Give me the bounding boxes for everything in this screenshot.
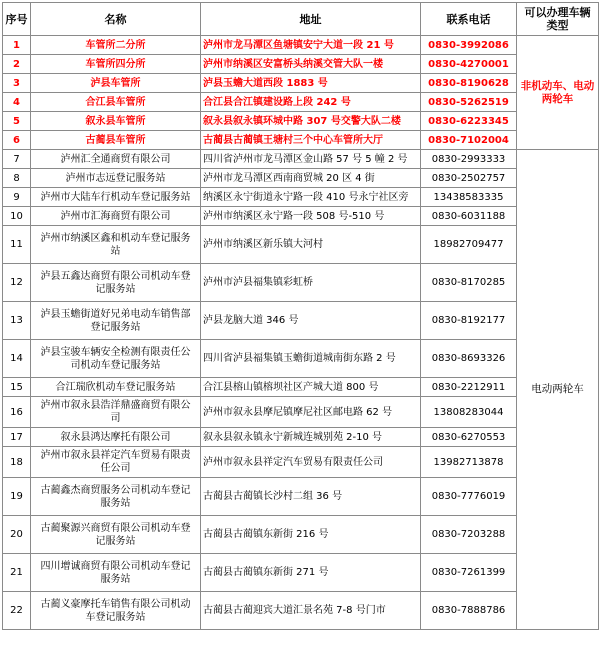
header-no: 序号 [3, 3, 31, 36]
table-row [3, 264, 599, 302]
row-phone: 0830-8170285 [421, 264, 517, 302]
row-address: 合江县榕山镇榕坝社区产城大道 800 号 [201, 378, 421, 397]
row-name-line2: 司 [110, 413, 121, 424]
row-name [31, 592, 201, 630]
row-name [31, 478, 201, 516]
row-phone: 0830-8192177 [421, 302, 517, 340]
row-address: 泸州市纳溪区永宁路一段 508 号-510 号 [201, 207, 421, 226]
table-row [3, 397, 599, 428]
row-name-line2: 站 [110, 245, 121, 257]
row-name-line1: 古蔺聚源兴商贸有限公司机动车登 [40, 522, 191, 534]
row-phone: 0830-2212911 [421, 378, 517, 397]
table-row [3, 428, 599, 447]
row-no: 10 [3, 207, 31, 226]
row-name-line1: 古蔺鑫杰商贸服务公司机动车登记 [40, 484, 191, 496]
row-no: 21 [3, 554, 31, 592]
row-name: 泸州汇全通商贸有限公司 [31, 150, 201, 169]
row-name-line2: 任公司 [100, 463, 131, 474]
row-name-line1: 古蔺义豪摩托车销售有限公司机动 [40, 598, 191, 610]
row-name-line2: 车登记服务站 [85, 611, 146, 623]
table-header-row [3, 3, 599, 36]
row-no: 20 [3, 516, 31, 554]
table-row [3, 592, 599, 630]
row-address: 古蔺县古蔺镇东新街 271 号 [201, 554, 421, 592]
service-station-table [2, 2, 599, 630]
row-name-line1: 泸州市叙永县祥定汽车贸易有限责 [40, 450, 191, 461]
row-no: 18 [3, 447, 31, 478]
row-name: 泸县车管所 [31, 74, 201, 93]
row-phone: 0830-7888786 [421, 592, 517, 630]
row-phone: 0830-2993333 [421, 150, 517, 169]
table-row [3, 226, 599, 264]
row-phone: 0830-7102004 [421, 131, 517, 150]
vehicle-type-nonmotor-line2: 两轮车 [541, 92, 574, 105]
row-name: 车管所四分所 [31, 55, 201, 74]
row-address: 叙永县叙永镇永宁新城连城别苑 2-10 号 [201, 428, 421, 447]
row-phone: 0830-4270001 [421, 55, 517, 74]
row-address: 古蔺县古蔺镇长沙村二组 36 号 [201, 478, 421, 516]
row-name: 古蔺县车管所 [31, 131, 201, 150]
row-address: 古蔺县古蔺镇王塘村三个中心车管所大厅 [201, 131, 421, 150]
table-row [3, 554, 599, 592]
row-name-line2: 登记服务站 [90, 321, 141, 333]
row-address: 泸州市龙马潭区鱼塘镇安宁大道一段 21 号 [201, 36, 421, 55]
row-name: 合江瑞欣机动车登记服务站 [31, 378, 201, 397]
header-address: 地址 [201, 3, 421, 36]
row-name [31, 516, 201, 554]
row-name [31, 397, 201, 428]
vehicle-type-nonmotor-line1: 非机动车、电动 [520, 79, 595, 92]
table-row [3, 112, 599, 131]
row-address: 纳溪区永宁街道永宁路一段 410 号永宁社区旁 [201, 188, 421, 207]
row-phone: 0830-2502757 [421, 169, 517, 188]
row-name: 车管所二分所 [31, 36, 201, 55]
row-address: 合江县合江镇建设路上段 242 号 [201, 93, 421, 112]
row-name: 叙永县车管所 [31, 112, 201, 131]
row-name-line1: 泸州市叙永县浩洋鼎盛商贸有限公 [40, 400, 191, 411]
row-name-line1: 泸县玉蟾街道好兄弟电动车销售部 [40, 308, 191, 320]
row-phone: 0830-7776019 [421, 478, 517, 516]
row-phone: 0830-3992086 [421, 36, 517, 55]
header-vehicle-type-line2: 类型 [546, 19, 569, 32]
table-row [3, 55, 599, 74]
row-name [31, 447, 201, 478]
row-address: 泸州市龙马潭区西南商贸城 20 区 4 街 [201, 169, 421, 188]
row-address: 叙永县叙永镇环城中路 307 号交警大队二楼 [201, 112, 421, 131]
row-address: 古蔺县古蔺迎宾大道汇景名苑 7-8 号门市 [201, 592, 421, 630]
row-no: 14 [3, 340, 31, 378]
table-row [3, 36, 599, 55]
row-name-line2: 记服务站 [95, 535, 136, 547]
row-phone: 0830-6223345 [421, 112, 517, 131]
table-row [3, 207, 599, 226]
vehicle-type-electric: 电动两轮车 [517, 150, 599, 630]
row-name-line1: 四川增诚商贸有限公司机动车登记 [40, 560, 191, 572]
row-address: 泸县龙脑大道 346 号 [201, 302, 421, 340]
row-no: 2 [3, 55, 31, 74]
row-no: 11 [3, 226, 31, 264]
row-phone: 0830-8190628 [421, 74, 517, 93]
row-phone: 0830-7203288 [421, 516, 517, 554]
row-phone: 13438583335 [421, 188, 517, 207]
row-address: 泸州市泸县福集镇彩虹桥 [201, 264, 421, 302]
row-address: 泸州市纳溪区新乐镇大河村 [201, 226, 421, 264]
row-address: 泸县玉蟾大道西段 1883 号 [201, 74, 421, 93]
row-phone: 0830-8693326 [421, 340, 517, 378]
row-address: 泸州市叙永县祥定汽车贸易有限责任公司 [201, 447, 421, 478]
row-no: 9 [3, 188, 31, 207]
row-name [31, 340, 201, 378]
row-name: 泸州市大陆车行机动车登记服务站 [31, 188, 201, 207]
row-no: 12 [3, 264, 31, 302]
row-name: 泸州市汇海商贸有限公司 [31, 207, 201, 226]
row-phone: 13808283044 [421, 397, 517, 428]
row-no: 13 [3, 302, 31, 340]
header-vehicle-type-line1: 可以办理车辆 [524, 6, 591, 19]
table-row [3, 169, 599, 188]
header-vehicle-type [517, 3, 599, 36]
row-phone: 0830-6270553 [421, 428, 517, 447]
row-phone: 13982713878 [421, 447, 517, 478]
row-address: 古蔺县古蔺镇东新街 216 号 [201, 516, 421, 554]
header-phone: 联系电话 [421, 3, 517, 36]
row-no: 17 [3, 428, 31, 447]
row-no: 4 [3, 93, 31, 112]
vehicle-type-nonmotor [517, 36, 599, 150]
table-row [3, 478, 599, 516]
row-no: 16 [3, 397, 31, 428]
row-name-line1: 泸县五鑫达商贸有限公司机动车登 [40, 270, 191, 282]
row-address: 泸州市叙永县摩尼镇摩尼社区邮电路 62 号 [201, 397, 421, 428]
row-no: 6 [3, 131, 31, 150]
row-name-line2: 司机动车登记服务站 [70, 359, 161, 371]
table-row [3, 93, 599, 112]
table-row [3, 131, 599, 150]
row-name-line1: 泸州市纳溪区鑫和机动车登记服务 [40, 232, 191, 244]
row-name-line2: 记服务站 [95, 283, 136, 295]
row-no: 15 [3, 378, 31, 397]
row-no: 7 [3, 150, 31, 169]
row-name-line2: 服务站 [100, 497, 131, 509]
table-row [3, 150, 599, 169]
row-no: 5 [3, 112, 31, 131]
row-name-line2: 服务站 [100, 573, 131, 585]
row-name: 泸州市志远登记服务站 [31, 169, 201, 188]
row-phone: 0830-7261399 [421, 554, 517, 592]
row-address: 泸州市纳溪区安富桥头纳溪交管大队一楼 [201, 55, 421, 74]
row-name [31, 302, 201, 340]
table-row [3, 74, 599, 93]
row-name [31, 554, 201, 592]
row-phone: 0830-5262519 [421, 93, 517, 112]
table-row [3, 302, 599, 340]
row-name [31, 226, 201, 264]
row-address: 四川省泸县福集镇玉蟾街道城南街东路 2 号 [201, 340, 421, 378]
row-no: 1 [3, 36, 31, 55]
row-no: 19 [3, 478, 31, 516]
row-no: 3 [3, 74, 31, 93]
row-address: 四川省泸州市龙马潭区金山路 57 号 5 幢 2 号 [201, 150, 421, 169]
table-row [3, 188, 599, 207]
table-row [3, 378, 599, 397]
row-phone: 0830-6031188 [421, 207, 517, 226]
table-row [3, 447, 599, 478]
header-name: 名称 [31, 3, 201, 36]
row-name: 合江县车管所 [31, 93, 201, 112]
row-name-line1: 泸县宝骏车辆安全检测有限责任公 [40, 346, 191, 358]
row-phone: 18982709477 [421, 226, 517, 264]
row-no: 8 [3, 169, 31, 188]
table-row [3, 516, 599, 554]
row-no: 22 [3, 592, 31, 630]
row-name [31, 264, 201, 302]
row-name: 叙永县鸿达摩托有限公司 [31, 428, 201, 447]
table-row [3, 340, 599, 378]
